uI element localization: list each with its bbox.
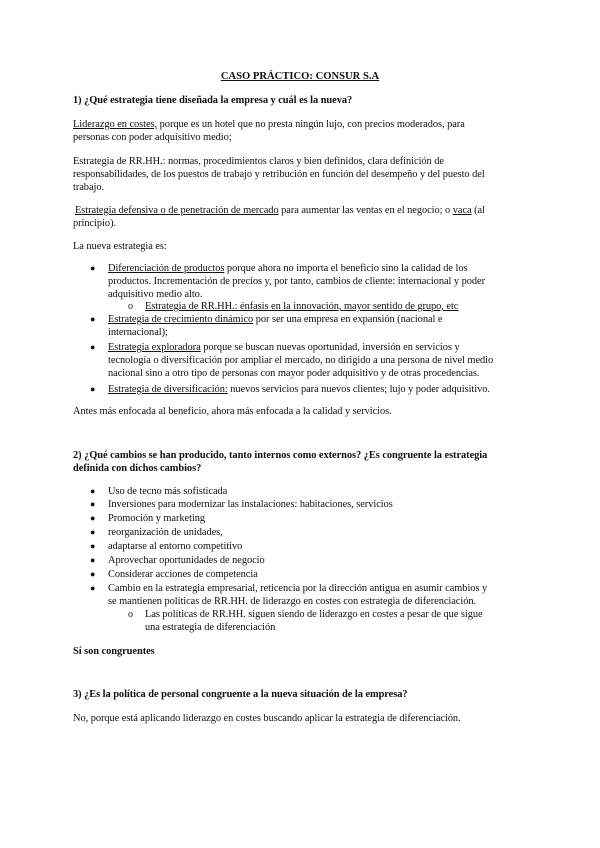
bullet-icon: ● [90, 342, 96, 352]
q1-paragraph-1-line-2: personas con poder adquisitivo medio; [73, 132, 232, 143]
document-title: CASO PRÁCTICO: CONSUR S.A [220, 71, 380, 82]
q2-sub-item-line-1: Las políticas de RR.HH. siguen siendo de liderazgo en costes a pesar de que sigue [145, 609, 483, 620]
q1-paragraph-3-line-1 [75, 204, 485, 217]
q2-conclusion: Sí son congruentes [73, 646, 155, 657]
bullet-icon: ● [90, 527, 96, 537]
q1-bullet-1-sub: Estrategia de RR.HH.: énfasis en la innovación, mayor sentido de grupo, etc [145, 301, 459, 312]
q1-paragraph-2-line-3: trabajo. [73, 182, 105, 193]
q1-b3-text: porque se buscan nuevas oportunidad, inversión en servicios y [200, 342, 460, 353]
q1-b4-text: nuevos servicios para nuevos clientes; lujo y poder adquisitivo. [227, 384, 490, 395]
q1-bullet-3-line-3: nacional sino a otro tipo de personas con mayor poder adquisitivo y de otras procedencias. [108, 368, 480, 379]
q3-answer: No, porque está aplicando liderazgo en costes buscando aplicar la estrategia de diferenciación. [73, 713, 461, 724]
q2-list-item: adaptarse al entorno competitivo [108, 541, 243, 552]
q1-bullet-3-line-2: tecnología o diversificación por ampliar el mercado, no dirigido a una persona de nivel medio [108, 355, 494, 366]
bullet-icon: ● [90, 314, 96, 324]
sub-bullet-icon: o [128, 609, 133, 620]
q3-heading: 3) ¿Es la política de personal congruente a la nueva situación de la empresa? [73, 689, 408, 700]
q1-p3-end: (al [471, 205, 485, 216]
q2-heading-line-1: 2) ¿Qué cambios se han producido, tanto internos como externos? ¿Es congruente la estrategia [73, 450, 488, 461]
q1-bullet-4 [108, 383, 490, 396]
bullet-icon: ● [90, 486, 96, 496]
q1-bullet-2-line-2: internacional); [108, 327, 168, 338]
q1-paragraph-3-line-2: principio). [73, 218, 117, 229]
q2-list-item: Promoción y marketing [108, 513, 206, 524]
q2-list-item: Inversiones para modernizar las instalaciones: habitaciones, servicios [108, 499, 393, 510]
q1-paragraph-2-line-2: responsabilidades, de los puestos de trabajo y retribución en función del desempeño y del puesto del [73, 169, 485, 180]
q1-bullet-1-line-3: adquisitivo medio alto. [108, 289, 203, 300]
q1-bullet-3-line-1 [108, 341, 460, 354]
q1-p3-text: para aumentar las ventas en el negocio; o [278, 205, 453, 216]
q2-list-item-last-line-2: se mantienen políticas de RR.HH. de liderazgo en costes con estrategia de diferenciación. [108, 596, 477, 607]
q1-b2-underlined: Estrategia de crecimiento dinámico [108, 314, 254, 325]
q1-b4-underlined: Estrategia de diversificación: [108, 384, 228, 395]
q1-p3-underlined-1: Estrategia defensiva o de penetración de mercado [75, 205, 279, 216]
q2-heading-line-2: definida con dichos cambios? [73, 463, 202, 474]
q1-paragraph-4: La nueva estrategia es: [73, 241, 167, 252]
bullet-icon: ● [90, 384, 96, 394]
q1-b1-text: porque ahora no importa el beneficio sino la calidad de los [224, 263, 468, 274]
bullet-icon: ● [90, 555, 96, 565]
sub-bullet-icon: o [128, 301, 133, 312]
q2-list-item: reorganización de unidades, [108, 527, 223, 538]
q2-list-item-last-line-1: Cambio en la estrategia empresarial, reticencia por la dirección antigua en asumir cambios y [108, 583, 488, 594]
q1-b3-underlined: Estrategia exploradora [108, 342, 201, 353]
bullet-icon: ● [90, 499, 96, 509]
q1-bullet-2-line-1 [108, 313, 442, 326]
q1-paragraph-1-line-1 [73, 118, 465, 131]
q1-paragraph-5: Antes más enfocada al beneficio, ahora más enfocada a la calidad y servicios. [73, 406, 392, 417]
q1-b2-text: por ser una empresa en expansión (nacional e [253, 314, 443, 325]
q1-b1-underlined: Diferenciación de productos [108, 263, 225, 274]
q1-bullet-1-line-1 [108, 262, 468, 275]
bullet-icon: ● [90, 541, 96, 551]
q2-list-item: Uso de tecno más sofisticada [108, 486, 228, 497]
q1-p1-underlined: Liderazgo en costes, [73, 119, 158, 130]
q2-sub-item-line-2: una estrategia de diferenciación [145, 622, 276, 633]
bullet-icon: ● [90, 513, 96, 523]
q1-p1-text: porque es un hotel que no presta ningún lujo, con precios moderados, para [157, 119, 465, 130]
q1-heading: 1) ¿Qué estrategia tiene diseñada la empresa y cuál es la nueva? [73, 95, 353, 106]
q2-list-item: Aprovechar oportunidades de negocio [108, 555, 265, 566]
bullet-icon: ● [90, 569, 96, 579]
q1-paragraph-2-line-1: Estrategia de RR.HH.: normas, procedimientos claros y bien definidos, clara definición de [73, 156, 444, 167]
bullet-icon: ● [90, 263, 96, 273]
q2-list-item: Considerar acciones de competencia [108, 569, 258, 580]
q1-p3-underlined-2: vaca [452, 205, 472, 216]
bullet-icon: ● [90, 583, 96, 593]
q1-bullet-1-line-2: productos. Incrementación de precios y, por tanto, cambios de cliente: internacional y poder [108, 276, 486, 287]
